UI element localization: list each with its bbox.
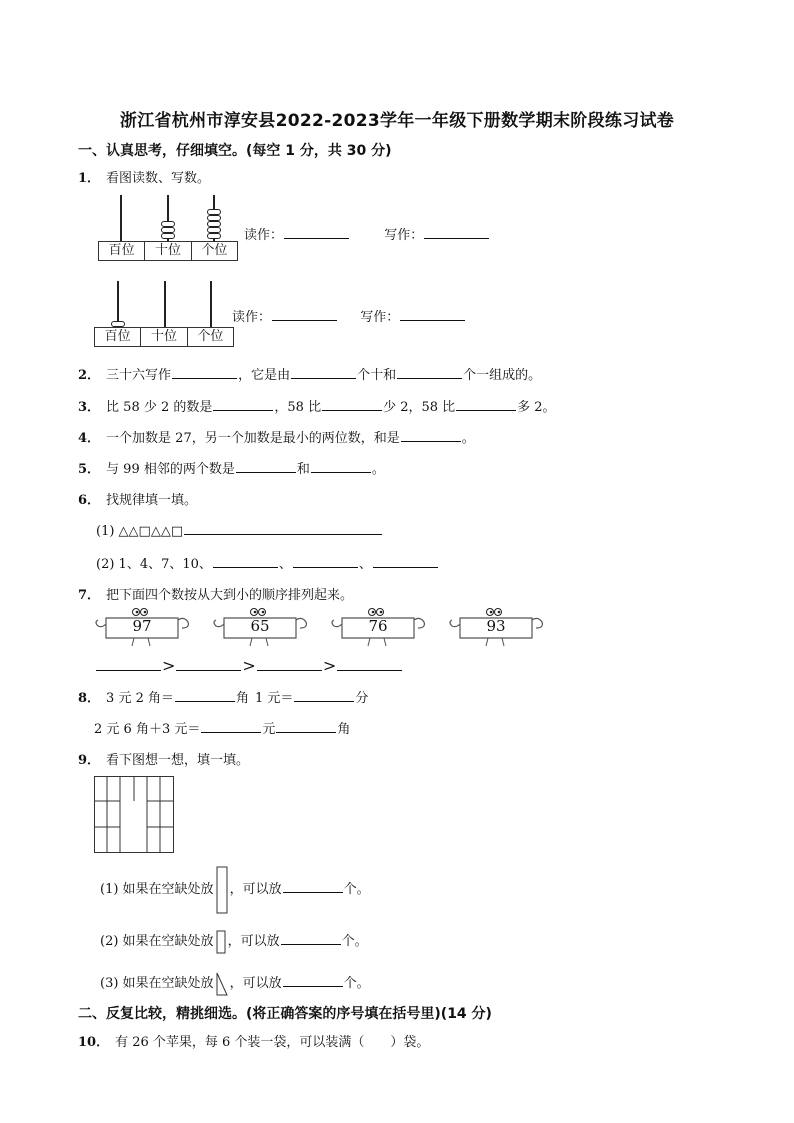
answer-blank[interactable]: [397, 365, 462, 379]
answer-blank[interactable]: [272, 307, 337, 321]
question-text: 少 2，58 比: [383, 400, 456, 415]
question-text: ，58 比: [274, 400, 322, 415]
answer-blank[interactable]: [213, 397, 273, 411]
answer-blank[interactable]: [322, 397, 382, 411]
card-number: 65: [250, 617, 270, 635]
question-8-line-2: [94, 718, 350, 737]
question-text: ，可以放: [227, 934, 280, 949]
question-text: 把下面四个数按从大到小的顺序排列起来。: [106, 588, 354, 603]
answer-blank[interactable]: [257, 657, 322, 671]
question-text: ，它是由: [238, 368, 291, 383]
question-text: 多 2。: [517, 400, 556, 415]
separator: 、: [358, 557, 372, 572]
answer-blank[interactable]: [283, 973, 343, 987]
answer-blank[interactable]: [373, 554, 438, 568]
answer-blank[interactable]: [283, 879, 343, 893]
greater-than-sign: >: [322, 656, 337, 675]
question-number: 8．: [78, 691, 101, 706]
write-label: 写作：: [384, 228, 424, 243]
place-label-ones: 个位: [201, 243, 228, 258]
answer-blank[interactable]: [291, 365, 356, 379]
answer-blank[interactable]: [284, 225, 349, 239]
place-label-ones: 个位: [197, 329, 224, 344]
question-text: ，可以放: [229, 976, 282, 991]
answer-blank[interactable]: [281, 931, 341, 945]
place-value-labels: [98, 241, 238, 261]
answer-blank[interactable]: [236, 459, 296, 473]
card-number: 76: [368, 617, 388, 635]
question-number: 4．: [78, 431, 101, 446]
abacus-rod-ones: [210, 281, 212, 327]
question-text: 比 58 少 2 的数是: [106, 400, 213, 415]
read-label: 读作：: [244, 228, 284, 243]
place-label-tens: 十位: [141, 328, 187, 346]
question-4: [78, 427, 475, 446]
question-text: 看图读数、写数。: [106, 171, 211, 186]
read-label: 读作：: [232, 310, 272, 325]
answer-blank[interactable]: [96, 657, 161, 671]
question-text: 角: [337, 722, 351, 737]
question-text: 个。: [343, 976, 370, 991]
answer-blank[interactable]: [184, 521, 382, 535]
question-8: [78, 687, 368, 706]
small-rectangle-icon: [216, 930, 226, 954]
write-label: 写作：: [360, 310, 400, 325]
question-5: [78, 458, 385, 477]
question-text: 个。: [341, 934, 368, 949]
abacus-2-answers: [232, 306, 466, 325]
section-1-heading: 一、认真思考，仔细填空。(每空 1 分，共 30 分): [78, 143, 392, 159]
question-number: 10．: [78, 1035, 110, 1050]
question-9-part-1: [100, 878, 370, 897]
question-6: [78, 489, 197, 508]
question-number: 6．: [78, 493, 101, 508]
number-scroll-card: [210, 606, 310, 648]
section-2-heading: 二、反复比较，精挑细选。(将正确答案的序号填在括号里)(14 分): [78, 1006, 492, 1022]
separator: 、: [278, 557, 292, 572]
question-text: (2) 如果在空缺处放: [100, 934, 214, 949]
question-10: [78, 1031, 429, 1050]
question-text: 元: [262, 722, 276, 737]
abacus-1-answers: [244, 224, 490, 243]
abacus-rod-hundreds: [120, 195, 122, 241]
question-text: 和: [296, 462, 310, 477]
question-text: 一个加数是 27，另一个加数是最小的两位数，和是: [106, 431, 400, 446]
question-number: 9．: [78, 753, 101, 768]
pattern-text: (1) △△□△△□: [96, 524, 184, 539]
answer-blank[interactable]: [294, 688, 354, 702]
answer-blank[interactable]: [201, 719, 261, 733]
question-number: 3．: [78, 400, 101, 415]
question-text: 3 元 2 角＝: [106, 691, 174, 706]
answer-blank[interactable]: [213, 554, 278, 568]
answer-blank[interactable]: [176, 657, 241, 671]
question-1: [78, 167, 210, 186]
triangle-icon: [216, 972, 228, 996]
answer-blank[interactable]: [424, 225, 489, 239]
question-text: 1 元＝: [255, 691, 294, 706]
number-scroll-card: [92, 606, 192, 648]
abacus-1: [98, 195, 238, 263]
question-text: 个十和: [357, 368, 397, 383]
abacus-bead: [161, 233, 175, 239]
abacus-2: [94, 281, 234, 349]
place-label-hundreds: 百位: [95, 328, 141, 346]
question-text: 有 26 个苹果，每 6 个装一袋，可以装满（ ）袋。: [115, 1035, 430, 1050]
question-text: 2 元 6 角＋3 元＝: [94, 722, 201, 737]
answer-blank[interactable]: [311, 459, 371, 473]
question-text: 三十六写作: [106, 368, 172, 383]
greater-than-sign: >: [162, 656, 176, 675]
abacus-rod-tens: [164, 281, 166, 327]
greater-than-sign: >: [242, 656, 256, 675]
place-value-labels: [94, 327, 234, 347]
card-number: 93: [486, 617, 506, 635]
question-6-part-2: [96, 553, 439, 572]
question-text: 分: [355, 691, 369, 706]
question-text: 找规律填一填。: [106, 493, 198, 508]
question-text: 。: [371, 462, 385, 477]
answer-blank[interactable]: [401, 428, 461, 442]
tall-rectangle-icon: [216, 866, 228, 914]
question-9-part-3: [100, 972, 370, 991]
number-scroll-card: [446, 606, 546, 648]
question-6-part-1: [96, 521, 383, 539]
question-number: 7．: [78, 588, 101, 603]
abacus-bead: [207, 233, 221, 239]
page-title: 浙江省杭州市淳安县2022-2023学年一年级下册数学期末阶段练习试卷: [119, 111, 675, 131]
question-text: (1) 如果在空缺处放: [100, 882, 214, 897]
place-label-hundreds: 百位: [99, 242, 145, 260]
grid-figure: [94, 776, 174, 853]
question-number: 2．: [78, 368, 101, 383]
number-scroll-card: [328, 606, 428, 648]
answer-blank[interactable]: [337, 657, 402, 671]
question-text: 个一组成的。: [463, 368, 542, 383]
answer-blank[interactable]: [400, 307, 465, 321]
question-number: 1．: [78, 171, 101, 186]
question-9: [78, 749, 249, 768]
question-text: 。: [461, 431, 475, 446]
question-text: ，可以放: [229, 882, 282, 897]
answer-blank[interactable]: [276, 719, 336, 733]
answer-blank[interactable]: [172, 365, 237, 379]
answer-blank[interactable]: [175, 688, 235, 702]
answer-blank[interactable]: [456, 397, 516, 411]
question-number: 5．: [78, 462, 101, 477]
card-number: 97: [132, 617, 152, 635]
place-label-tens: 十位: [145, 242, 191, 260]
question-text: (3) 如果在空缺处放: [100, 976, 214, 991]
question-7: [78, 584, 353, 603]
pattern-text: (2) 1、4、7、10、: [96, 557, 212, 572]
question-2: [78, 364, 541, 383]
question-3: [78, 396, 556, 415]
ordering-answer-row: [95, 656, 403, 675]
question-text: 个。: [343, 882, 370, 897]
question-text: 与 99 相邻的两个数是: [106, 462, 235, 477]
question-9-part-2: [100, 930, 368, 949]
question-text: 角: [236, 691, 250, 706]
answer-blank[interactable]: [293, 554, 358, 568]
question-text: 看下图想一想，填一填。: [106, 753, 250, 768]
